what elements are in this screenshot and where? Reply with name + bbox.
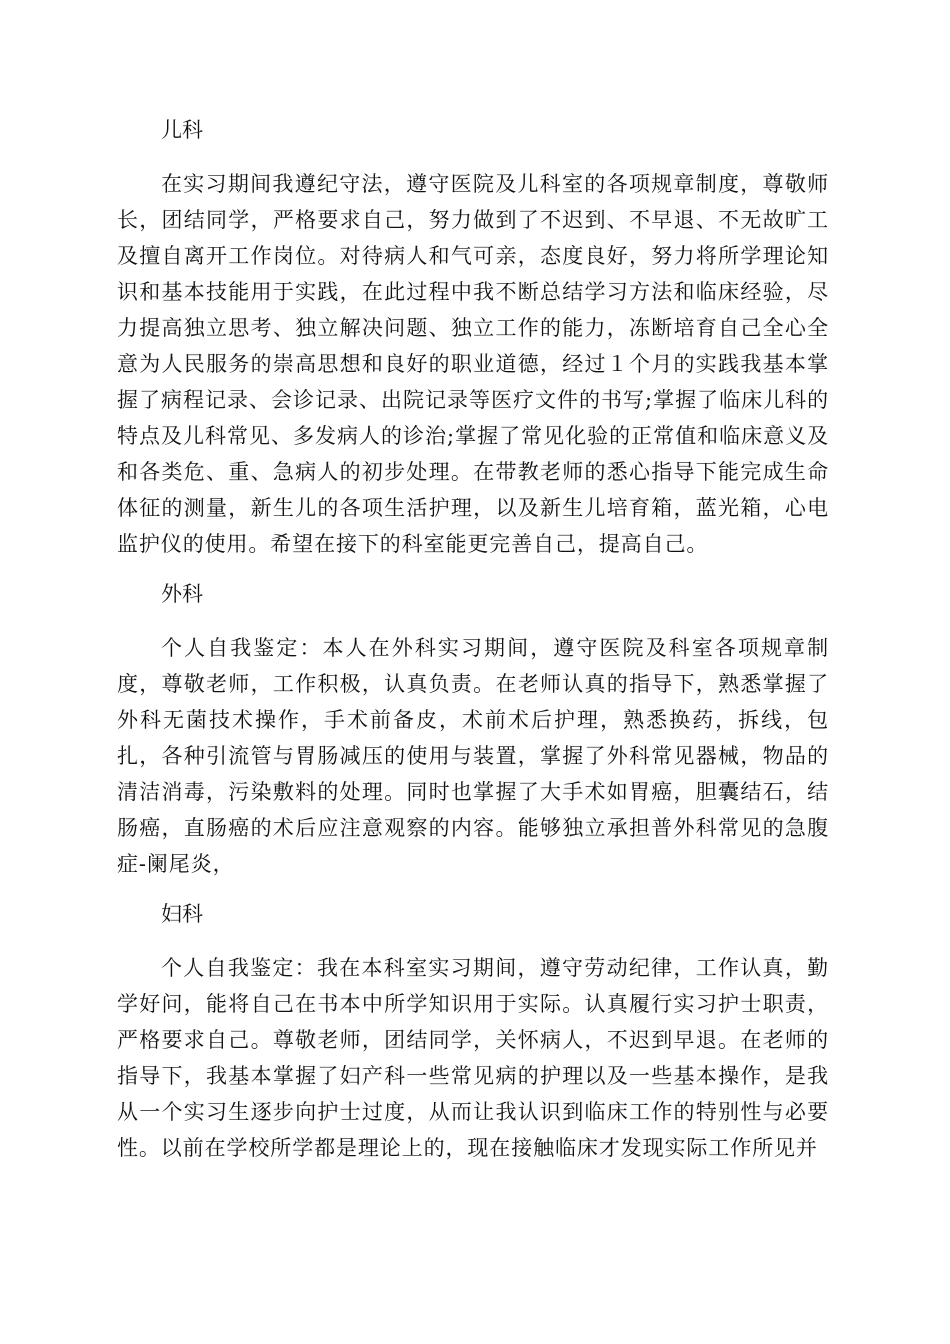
section-paragraph-pediatrics: 在实习期间我遵纪守法，遵守医院及儿科室的各项规章制度，尊敬师长，团结同学，严格要求自己，努力做到了不迟到、不早退、不无故旷工及擅自离开工作岗位。对待病人和气可亲，态度良好，努力将所学理论知识和基本技能用于实践，在此过程中我不断总结学习方法和临床经验，尽力提高独立思考、独立解决问题、独立工作的能力，冻断培育自己全心全意为人民服务的崇高思想和良好的职业道德，经过１个月的实践我基本掌握了病程记录、会诊记录、出院记录等医疗文件的书写;掌握了临床儿科的特点及儿科常见、多发病人的诊治;掌握了常见化验的正常值和临床意义及和各类危、重、急病人的初步处理。在带教老师的悉心指导下能完成生命体征的测量，新生儿的各项生活护理，以及新生儿培育箱，蓝光箱，心电监护仪的使用。希望在接下的科室能更完善自己，提高自己。 — [117, 172, 829, 556]
section-paragraph-gynecology: 个人自我鉴定：我在本科室实习期间，遵守劳动纪律，工作认真，勤学好问，能将自己在书本中所学知识用于实际。认真履行实习护士职责，严格要求自己。尊敬老师，团结同学，关怀病人，不迟到早退。在老师的指导下，我基本掌握了妇产科一些常见病的护理以及一些基本操作，是我从一个实习生逐步向护士过度，从而让我认识到临床工作的特别性与必要性。以前在学校所学都是理论上的，现在接触临床才发现实际工作所见并 — [117, 956, 829, 1160]
document-body — [117, 112, 829, 1180]
section-paragraph-surgery: 个人自我鉴定：本人在外科实习期间，遵守医院及科室各项规章制度，尊敬老师，工作积极，认真负责。在老师认真的指导下，熟悉掌握了外科无菌技术操作，手术前备皮，术前术后护理，熟悉换药，拆线，包扎，各种引流管与胃肠减压的使用与装置，掌握了外科常见器械，物品的清洁消毒，污染敷料的处理。同时也掌握了大手术如胃癌，胆囊结石，结肠癌，直肠癌的术后应注意观察的内容。能够独立承担普外科常见的急腹症-阑尾炎， — [117, 636, 829, 876]
section-heading-surgery: 外科 — [161, 582, 203, 606]
section-heading-gynecology: 妇科 — [161, 902, 203, 926]
section-heading-pediatrics: 儿科 — [161, 118, 203, 142]
